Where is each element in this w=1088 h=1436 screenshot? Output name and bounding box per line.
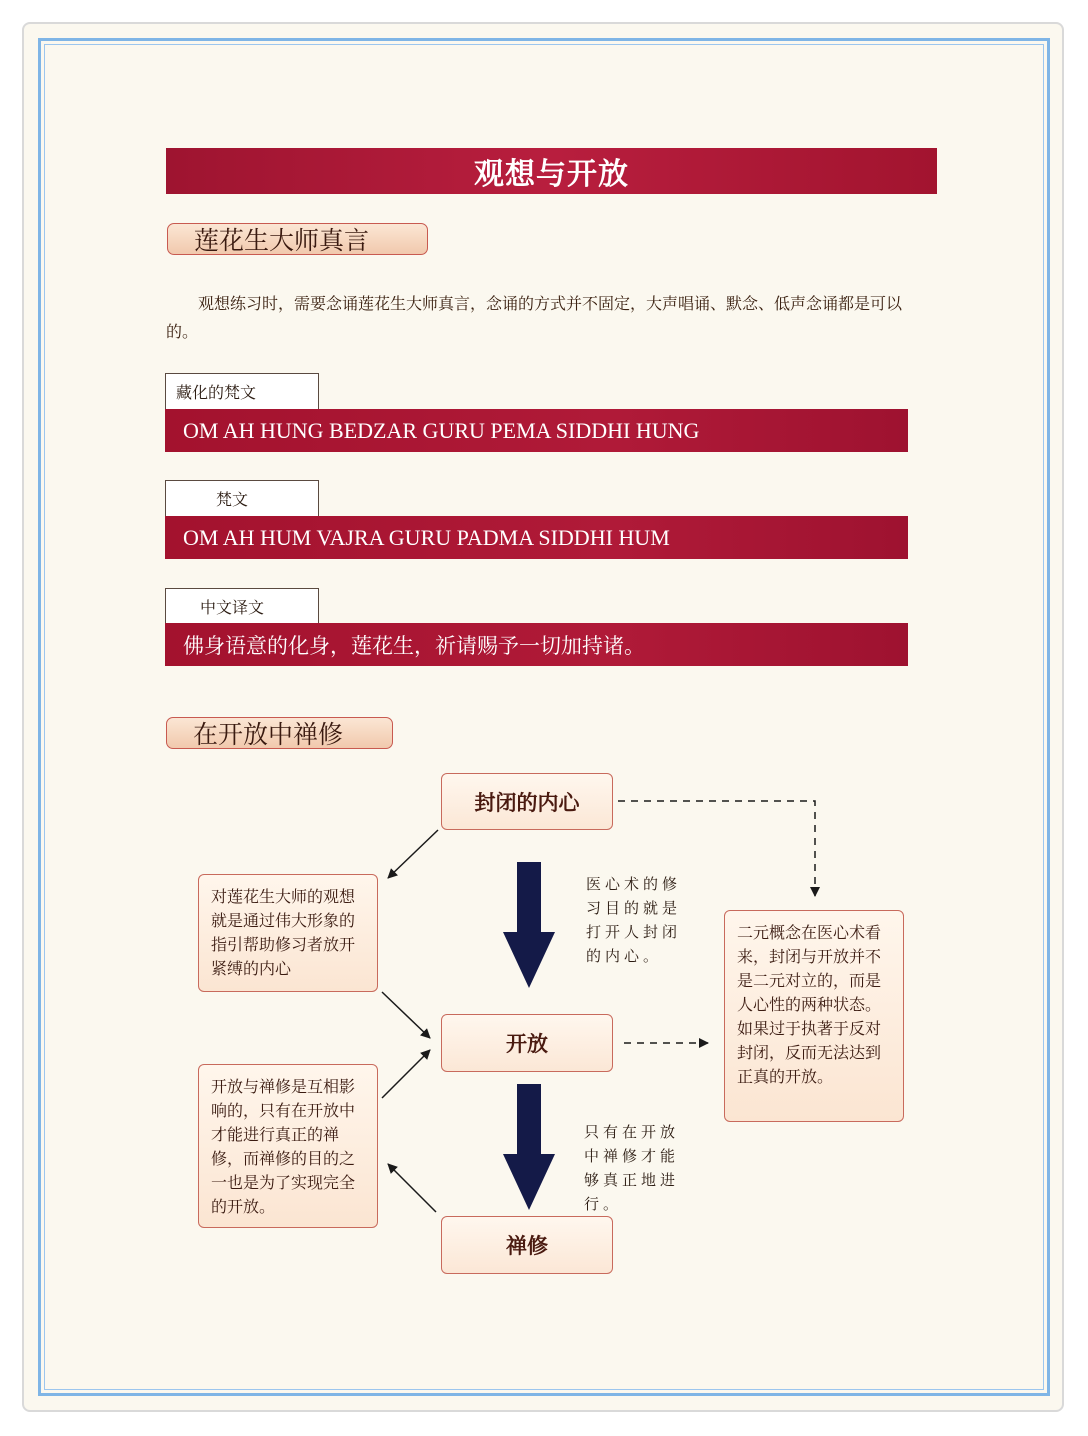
intro-paragraph: 观想练习时，需要念诵莲花生大师真言，念诵的方式并不固定，大声唱诵、默念、低声念诵都是可以的。	[166, 294, 903, 341]
down-arrow-open-to-meditation	[503, 1084, 555, 1210]
down-arrow-closed-to-open	[503, 862, 555, 988]
note-duality: 二元概念在医心术看来，封闭与开放并不是二元对立的，而是人心性的两种状态。如果过于执著于反对封闭，反而无法达到正真的开放。	[724, 910, 904, 1122]
arrow-closed-to-left-top	[388, 830, 438, 878]
note-visualization: 对莲花生大师的观想就是通过伟大形象的指引帮助修习者放开紧缚的内心	[198, 874, 378, 992]
arrow-left-bottom-to-open	[382, 1050, 430, 1098]
mantra-text: 佛身语意的化身，莲花生，祈请赐予一切加持诸。	[183, 633, 645, 658]
mantra-text: OM AH HUNG BEDZAR GURU PEMA SIDDHI HUNG	[183, 417, 700, 443]
arrow-left-top-to-open	[382, 992, 430, 1038]
node-openness: 开放	[441, 1014, 613, 1072]
node-closed-mind: 封闭的内心	[441, 773, 613, 830]
page-title: 观想与开放	[474, 157, 629, 192]
node-meditation: 禅修	[441, 1216, 613, 1274]
section-heading-meditation: 在开放中禅修	[166, 717, 393, 749]
mantra-label-sanskrit: 梵文	[165, 480, 319, 516]
mantra-label-tibetan-sanskrit: 藏化的梵文	[165, 373, 319, 409]
section-heading-mantra: 莲花生大师真言	[167, 223, 428, 255]
mantra-label-chinese: 中文译文	[165, 588, 319, 624]
mantra-text: OM AH HUM VAJRA GURU PADMA SIDDHI HUM	[183, 524, 670, 550]
arrow-meditation-to-left-bottom	[388, 1164, 436, 1212]
side-note-purpose: 医心术的修习目的就是打开人封闭的内心。	[586, 875, 682, 965]
side-note-only-in-openness: 只有在开放中禅修才能够真正地进行。	[584, 1123, 680, 1213]
note-openness-meditation: 开放与禅修是互相影响的，只有在开放中才能进行真正的禅修，而禅修的目的之一也是为了实现完全的开放。	[198, 1064, 378, 1228]
